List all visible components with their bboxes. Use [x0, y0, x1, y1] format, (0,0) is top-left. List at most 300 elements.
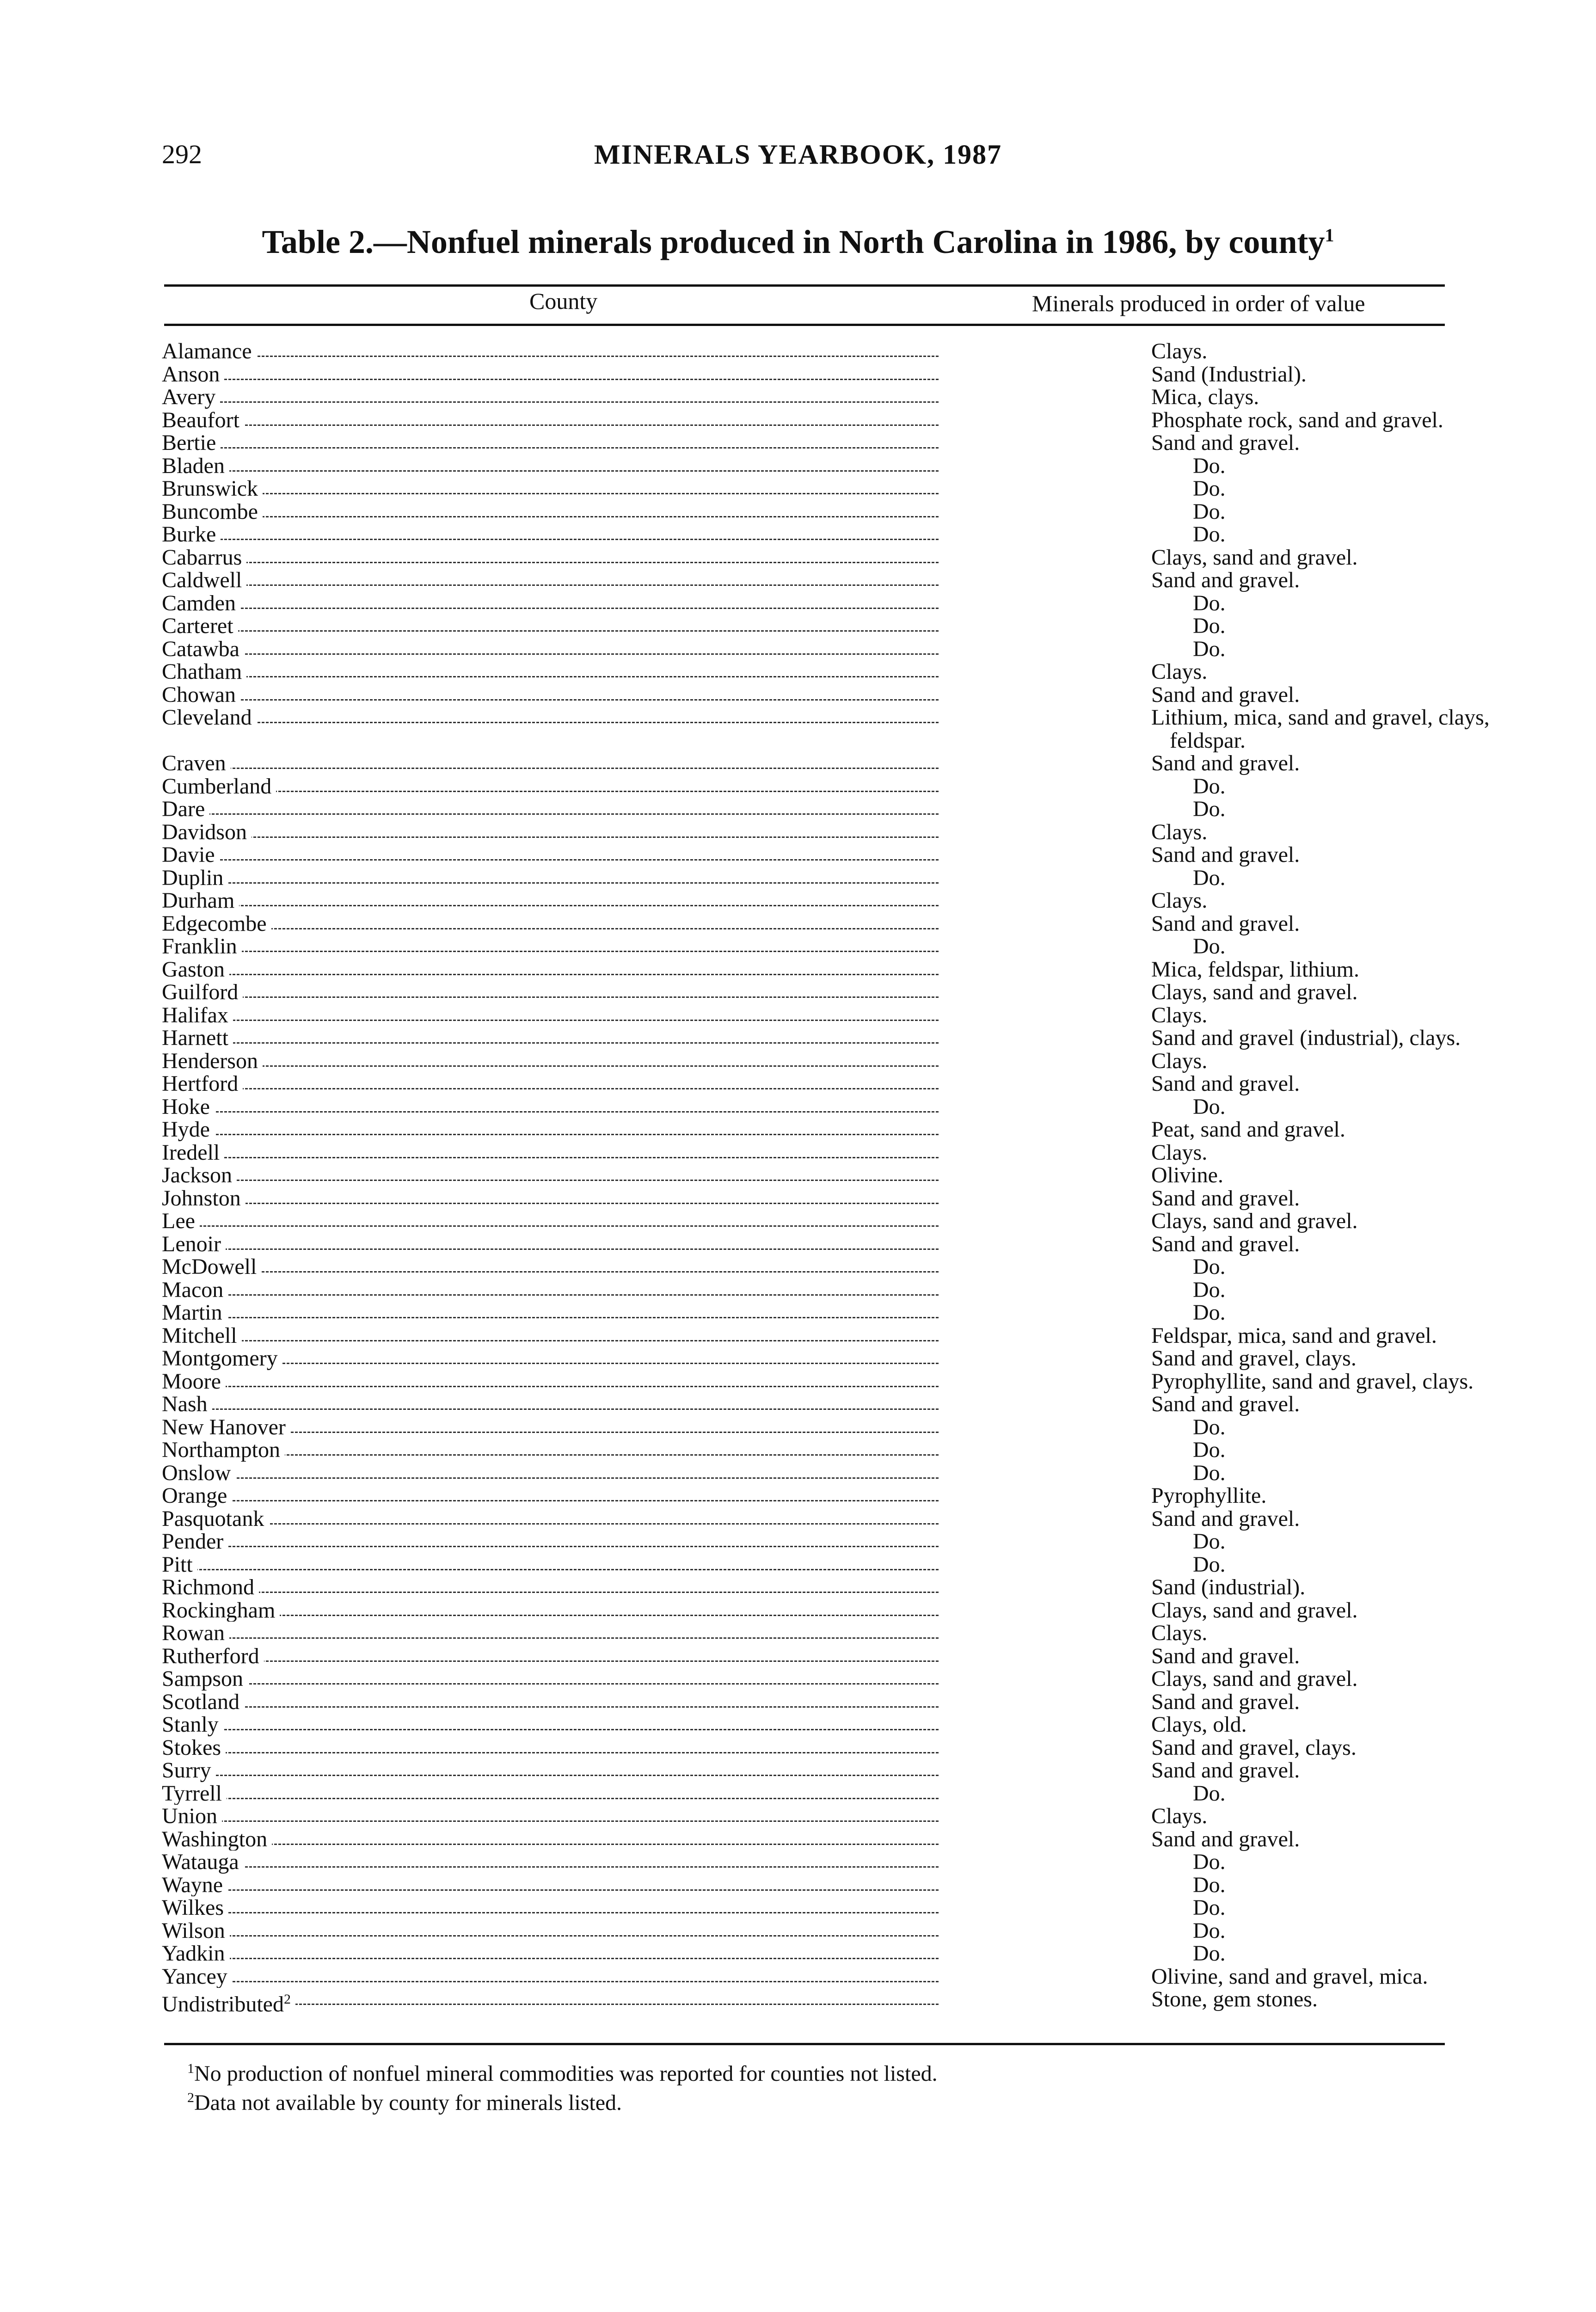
- dot-leader: [162, 951, 939, 952]
- dot-leader: [162, 768, 939, 769]
- county-name: [162, 638, 244, 661]
- county-name-text: Lenoir: [162, 1232, 221, 1255]
- county-name-text: Iredell: [162, 1141, 220, 1164]
- dot-leader: [162, 1981, 939, 1982]
- table-row: [162, 1782, 1443, 1805]
- table-row: [162, 523, 1443, 546]
- table-row: [162, 1118, 1443, 1141]
- dot-leader: [162, 905, 939, 906]
- county-name-text: Tyrrell: [162, 1782, 222, 1805]
- table-row: [162, 775, 1443, 798]
- county-name-text: Sampson: [162, 1667, 244, 1691]
- table-row: [162, 1347, 1443, 1370]
- county-name: [162, 1279, 228, 1302]
- dot-leader: [162, 1775, 939, 1776]
- county-name: [162, 1965, 232, 1988]
- county-cell: [162, 1164, 939, 1187]
- county-name-text: Jackson: [162, 1164, 232, 1187]
- table-row: [162, 1416, 1443, 1439]
- table-row: [162, 1599, 1443, 1622]
- table-row: [162, 363, 1443, 386]
- dot-leader: [162, 1912, 939, 1913]
- county-cell: [162, 409, 939, 432]
- table-row: [162, 1072, 1443, 1095]
- county-name: [162, 523, 221, 546]
- dot-leader: [162, 539, 939, 540]
- minerals-cell: [939, 752, 1443, 775]
- table-row: [162, 1965, 1443, 1988]
- county-name-text: McDowell: [162, 1255, 257, 1279]
- county-name-text: Stokes: [162, 1736, 221, 1759]
- county-name-text: Duplin: [162, 866, 224, 889]
- county-cell: [162, 1622, 939, 1645]
- county-name-text: Franklin: [162, 935, 237, 958]
- county-name-text: Buncombe: [162, 500, 258, 523]
- minerals-text: Do.: [1193, 1850, 1226, 1874]
- table-row: [162, 1919, 1443, 1943]
- minerals-cell: [939, 1072, 1443, 1095]
- dot-leader: [162, 722, 939, 723]
- minerals-cell: [939, 455, 1443, 478]
- dot-leader: [162, 1042, 939, 1044]
- table-row: [162, 1233, 1443, 1256]
- minerals-cell: [939, 706, 1490, 752]
- minerals-cell: [939, 500, 1443, 523]
- dot-leader: [162, 584, 939, 586]
- minerals-text: Do.: [1193, 522, 1226, 547]
- minerals-text: Sand and gravel, clays.: [1151, 1346, 1357, 1371]
- minerals-cell: [939, 821, 1443, 844]
- county-name-text: Alamance: [162, 340, 252, 363]
- dot-leader: [162, 562, 939, 563]
- county-name: [162, 843, 220, 867]
- minerals-text: Do.: [1193, 865, 1226, 890]
- county-name-text: Martin: [162, 1301, 222, 1324]
- table-row: [162, 1301, 1443, 1324]
- minerals-cell: [939, 569, 1443, 592]
- minerals-text: Clays.: [1151, 1140, 1208, 1165]
- footnote-marker: 1: [187, 2061, 194, 2076]
- county-name-text: Davidson: [162, 820, 247, 843]
- table-title: [0, 223, 1596, 261]
- county-cell: [162, 1896, 939, 1919]
- dot-leader: [162, 1500, 939, 1501]
- county-name: [162, 569, 246, 592]
- minerals-text: Do.: [1193, 1460, 1226, 1485]
- county-cell: [162, 477, 939, 500]
- minerals-text: Pyrophyllite, sand and gravel, clays.: [1151, 1369, 1474, 1394]
- county-cell: [162, 752, 939, 775]
- county-name: [162, 706, 257, 729]
- dot-leader: [162, 379, 939, 380]
- minerals-cell: [939, 1667, 1443, 1691]
- minerals-text: Do.: [1193, 774, 1226, 799]
- county-name: [162, 1347, 282, 1370]
- county-name-text: Pitt: [162, 1553, 193, 1576]
- county-name: [162, 1484, 232, 1507]
- county-cell: [162, 546, 939, 569]
- minerals-text: Clays.: [1151, 659, 1208, 684]
- table-row: [162, 1026, 1461, 1050]
- dot-leader: [162, 1798, 939, 1799]
- minerals-text: Sand and gravel.: [1151, 682, 1300, 707]
- minerals-cell: [939, 1599, 1443, 1622]
- county-cell: [162, 867, 939, 890]
- dot-leader: [162, 1203, 939, 1204]
- county-cell: [162, 1233, 939, 1256]
- county-name-text: Wilson: [162, 1919, 225, 1942]
- minerals-cell: [939, 477, 1443, 500]
- county-name: [162, 1942, 230, 1965]
- county-name: [162, 477, 263, 500]
- table-row: [162, 340, 1443, 363]
- table-title-text: Table 2.—Nonfuel minerals produced in North Carolina in 1986, by county: [262, 223, 1325, 260]
- dot-leader: [162, 1546, 939, 1547]
- minerals-cell: [939, 1896, 1443, 1919]
- minerals-text: Stone, gem stones.: [1151, 1987, 1318, 2011]
- minerals-cell: [939, 638, 1443, 661]
- minerals-cell: [939, 1004, 1443, 1027]
- column-header-county: County: [529, 288, 598, 314]
- table-row: [162, 1553, 1443, 1576]
- dot-leader: [162, 1340, 939, 1341]
- minerals-text: Clays, sand and gravel.: [1151, 1209, 1358, 1233]
- county-name: [162, 1233, 226, 1256]
- county-name: [162, 1530, 228, 1553]
- county-cell: [162, 1210, 939, 1233]
- county-name-text: Craven: [162, 752, 226, 775]
- county-name-text: Lee: [162, 1210, 195, 1233]
- minerals-text: Do.: [1193, 1872, 1226, 1897]
- dot-leader: [162, 1248, 939, 1250]
- minerals-text: Sand and gravel.: [1151, 1506, 1300, 1531]
- minerals-cell: [939, 1507, 1443, 1531]
- county-cell: [162, 386, 939, 409]
- minerals-cell: [939, 798, 1443, 821]
- county-name-text: Yadkin: [162, 1942, 225, 1965]
- county-name-text: Moore: [162, 1370, 221, 1393]
- table-row: [162, 455, 1443, 478]
- county-name: [162, 867, 228, 890]
- county-cell: [162, 1919, 939, 1943]
- dot-leader: [162, 1157, 939, 1158]
- table-row: [162, 1759, 1443, 1782]
- county-cell: [162, 912, 939, 935]
- minerals-text: Clays.: [1151, 339, 1208, 363]
- county-cell: [162, 706, 939, 729]
- table-bottom-rule: [164, 2043, 1445, 2045]
- county-name: [162, 615, 238, 638]
- minerals-text: Do.: [1193, 1414, 1226, 1439]
- minerals-cell: [939, 683, 1443, 707]
- county-note-marker: 2: [283, 1992, 291, 2007]
- county-cell: [162, 1874, 939, 1897]
- table-row: [162, 1004, 1443, 1027]
- minerals-text: Phosphate rock, sand and gravel.: [1151, 407, 1443, 432]
- minerals-text: Clays.: [1151, 888, 1208, 913]
- dot-leader: [162, 653, 939, 655]
- table-row: [162, 1622, 1443, 1645]
- county-cell: [162, 569, 939, 592]
- table-row: [162, 1667, 1443, 1691]
- table-row: [162, 1828, 1443, 1851]
- county-name-text: Durham: [162, 889, 235, 912]
- county-name: [162, 935, 242, 958]
- county-cell: [162, 1507, 939, 1531]
- minerals-cell: [939, 1255, 1443, 1279]
- minerals-text: Feldspar, mica, sand and gravel.: [1151, 1323, 1437, 1348]
- county-cell: [162, 1416, 939, 1439]
- dot-leader: [162, 424, 939, 426]
- table-row: [162, 1484, 1443, 1507]
- table-row: [162, 615, 1443, 638]
- minerals-cell: [939, 958, 1443, 981]
- county-name-text: Johnston: [162, 1187, 241, 1210]
- county-cell: [162, 1027, 939, 1050]
- minerals-cell: [939, 615, 1443, 638]
- county-name-text: Undistributed: [162, 1992, 284, 2016]
- county-cell: [162, 1530, 939, 1553]
- county-name-text: Gaston: [162, 958, 225, 981]
- county-name: [162, 386, 220, 409]
- minerals-cell: [939, 981, 1443, 1004]
- county-name-text: Chatham: [162, 660, 242, 683]
- county-name: [162, 1782, 227, 1805]
- minerals-cell: [939, 1210, 1443, 1233]
- county-name-text: Burke: [162, 523, 216, 546]
- minerals-text: Clays, sand and gravel.: [1151, 1598, 1358, 1623]
- minerals-cell: [939, 523, 1443, 546]
- county-name: [162, 1370, 226, 1393]
- dot-leader: [162, 1317, 939, 1318]
- county-name: [162, 821, 252, 844]
- dot-leader: [162, 859, 939, 861]
- county-name-text: Watauga: [162, 1851, 239, 1874]
- minerals-cell: [939, 1622, 1443, 1645]
- dot-leader: [162, 1065, 939, 1067]
- minerals-text: Clays, old.: [1151, 1712, 1247, 1737]
- table-body: [162, 339, 1490, 2016]
- minerals-cell: [939, 1164, 1443, 1187]
- minerals-cell: [939, 867, 1443, 890]
- table-row: [162, 500, 1443, 523]
- county-name: [162, 1576, 259, 1599]
- minerals-text: Sand and gravel, clays.: [1151, 1735, 1357, 1760]
- table-row: [162, 1988, 1443, 2016]
- minerals-cell: [939, 431, 1443, 455]
- minerals-text: Clays.: [1151, 1804, 1208, 1828]
- minerals-continuation: feldspar.: [1170, 728, 1246, 753]
- minerals-text: Do.: [1193, 453, 1226, 478]
- county-name: [162, 1691, 244, 1714]
- minerals-cell: [939, 1439, 1443, 1462]
- dot-leader: [162, 1225, 939, 1227]
- minerals-text: Pyrophyllite.: [1151, 1483, 1267, 1508]
- minerals-cell: [939, 1416, 1443, 1439]
- table-row: [162, 431, 1443, 455]
- minerals-text: Do.: [1193, 476, 1226, 501]
- minerals-cell: [939, 1095, 1443, 1119]
- county-cell: [162, 1759, 939, 1782]
- county-cell: [162, 592, 939, 615]
- dot-leader: [162, 699, 939, 701]
- county-cell: [162, 638, 939, 661]
- minerals-text: Sand and gravel.: [1151, 1186, 1300, 1211]
- county-cell: [162, 340, 939, 363]
- county-name-text: New Hanover: [162, 1415, 286, 1439]
- minerals-cell: [939, 1347, 1443, 1370]
- dot-leader: [162, 630, 939, 632]
- minerals-text: Do.: [1193, 934, 1226, 959]
- footnotes: [187, 2057, 938, 2115]
- county-name: [162, 912, 271, 935]
- county-name: [162, 798, 209, 821]
- footnote-marker: 2: [187, 2090, 194, 2105]
- dot-leader: [162, 1477, 939, 1479]
- minerals-cell: [939, 1576, 1443, 1599]
- county-cell: [162, 1988, 939, 2016]
- county-cell: [162, 1439, 939, 1462]
- dot-leader: [162, 1935, 939, 1937]
- minerals-text: Olivine.: [1151, 1163, 1223, 1187]
- table-row: [162, 912, 1443, 935]
- county-name: [162, 1324, 242, 1347]
- county-name-text: Nash: [162, 1393, 208, 1416]
- county-cell: [162, 1691, 939, 1714]
- minerals-cell: [939, 1759, 1443, 1782]
- dot-leader: [162, 882, 939, 884]
- county-name-text: Cumberland: [162, 775, 272, 798]
- table-row: [162, 821, 1443, 844]
- minerals-cell: [939, 1988, 1443, 2011]
- table-row: [162, 1210, 1443, 1233]
- minerals-cell: [939, 912, 1443, 935]
- county-name-text: Davie: [162, 843, 215, 867]
- dot-leader: [162, 608, 939, 609]
- county-cell: [162, 1805, 939, 1828]
- minerals-text: Do.: [1193, 1300, 1226, 1325]
- county-name-text: Washington: [162, 1827, 268, 1851]
- running-head: MINERALS YEARBOOK, 1987: [594, 139, 1002, 170]
- table-row: [162, 1255, 1443, 1279]
- footnote-text: Data not available by county for minerals listed.: [194, 2091, 622, 2115]
- county-name-text: Rutherford: [162, 1644, 259, 1667]
- minerals-cell: [939, 1393, 1443, 1416]
- county-cell: [162, 1393, 939, 1416]
- county-name-text: Wilkes: [162, 1896, 224, 1919]
- minerals-text: Clays, sand and gravel.: [1151, 545, 1358, 570]
- county-name-text: Montgomery: [162, 1347, 278, 1370]
- county-cell: [162, 500, 939, 523]
- county-name-text: Pender: [162, 1530, 224, 1553]
- county-name: [162, 1164, 237, 1187]
- table-row: [162, 546, 1443, 569]
- county-name-text: Macon: [162, 1278, 224, 1301]
- county-name: [162, 1462, 235, 1485]
- table-row: [162, 935, 1443, 958]
- minerals-cell: [939, 1462, 1443, 1485]
- minerals-cell: [939, 1828, 1443, 1851]
- table-row: [162, 1095, 1443, 1119]
- county-cell: [162, 1965, 939, 1988]
- dot-leader: [162, 1592, 939, 1593]
- minerals-text: Do.: [1193, 1529, 1226, 1554]
- county-cell: [162, 843, 939, 867]
- minerals-text: Peat, sand and gravel.: [1151, 1117, 1345, 1142]
- minerals-cell: [939, 1141, 1443, 1164]
- minerals-cell: [939, 1782, 1443, 1805]
- county-name: [162, 1759, 216, 1782]
- minerals-cell: [939, 1691, 1443, 1714]
- minerals-text: Do.: [1193, 1941, 1226, 1966]
- dot-leader: [162, 470, 939, 472]
- dot-leader: [162, 1889, 939, 1891]
- table-row: [162, 889, 1443, 912]
- dot-leader: [162, 1134, 939, 1135]
- county-name: [162, 1713, 223, 1736]
- minerals-text: Sand and gravel.: [1151, 430, 1300, 455]
- minerals-cell: [939, 1370, 1473, 1393]
- county-cell: [162, 1301, 939, 1324]
- minerals-text: Sand and gravel.: [1151, 1071, 1300, 1096]
- dot-leader: [162, 1088, 939, 1089]
- minerals-text: Do.: [1193, 1254, 1226, 1279]
- minerals-cell: [939, 386, 1443, 409]
- minerals-text: Do.: [1193, 499, 1226, 524]
- dot-leader: [162, 1660, 939, 1662]
- table-header-rule: [164, 324, 1445, 326]
- minerals-cell: [939, 1027, 1461, 1050]
- county-cell: [162, 981, 939, 1004]
- county-name: [162, 683, 240, 707]
- county-name-text: Richmond: [162, 1576, 254, 1599]
- table-row: [162, 1805, 1443, 1828]
- county-name-text: Carteret: [162, 615, 233, 638]
- minerals-cell: [939, 1233, 1443, 1256]
- dot-leader: [162, 1386, 939, 1387]
- county-name-text: Onslow: [162, 1461, 231, 1484]
- county-name: [162, 1095, 215, 1119]
- minerals-text: Clays, sand and gravel.: [1151, 980, 1358, 1004]
- county-name: [162, 1622, 229, 1645]
- county-cell: [162, 1050, 939, 1073]
- county-name-text: Hoke: [162, 1095, 210, 1118]
- table-row: [162, 386, 1443, 409]
- minerals-cell: [939, 775, 1443, 798]
- dot-leader: [162, 836, 939, 838]
- footnote: [187, 2086, 938, 2115]
- table-row: [162, 660, 1443, 683]
- minerals-cell: [939, 1050, 1443, 1073]
- county-name-text: Catawba: [162, 637, 239, 660]
- table-row: [162, 1713, 1443, 1736]
- dot-leader: [162, 1020, 939, 1021]
- minerals-cell: [939, 340, 1443, 363]
- minerals-cell: [939, 1553, 1443, 1576]
- minerals-text: Do.: [1193, 1895, 1226, 1920]
- county-name-text: Rockingham: [162, 1599, 276, 1622]
- minerals-text: Sand and gravel.: [1151, 911, 1300, 936]
- dot-leader: [162, 1729, 939, 1730]
- county-name: [162, 1255, 261, 1279]
- minerals-text: Clays.: [1151, 1048, 1208, 1073]
- county-name-text: Wayne: [162, 1873, 223, 1896]
- table-row: [162, 1530, 1443, 1553]
- minerals-text: Do.: [1193, 590, 1226, 615]
- county-name: [162, 958, 229, 981]
- county-cell: [162, 1118, 939, 1141]
- dot-leader: [162, 1820, 939, 1822]
